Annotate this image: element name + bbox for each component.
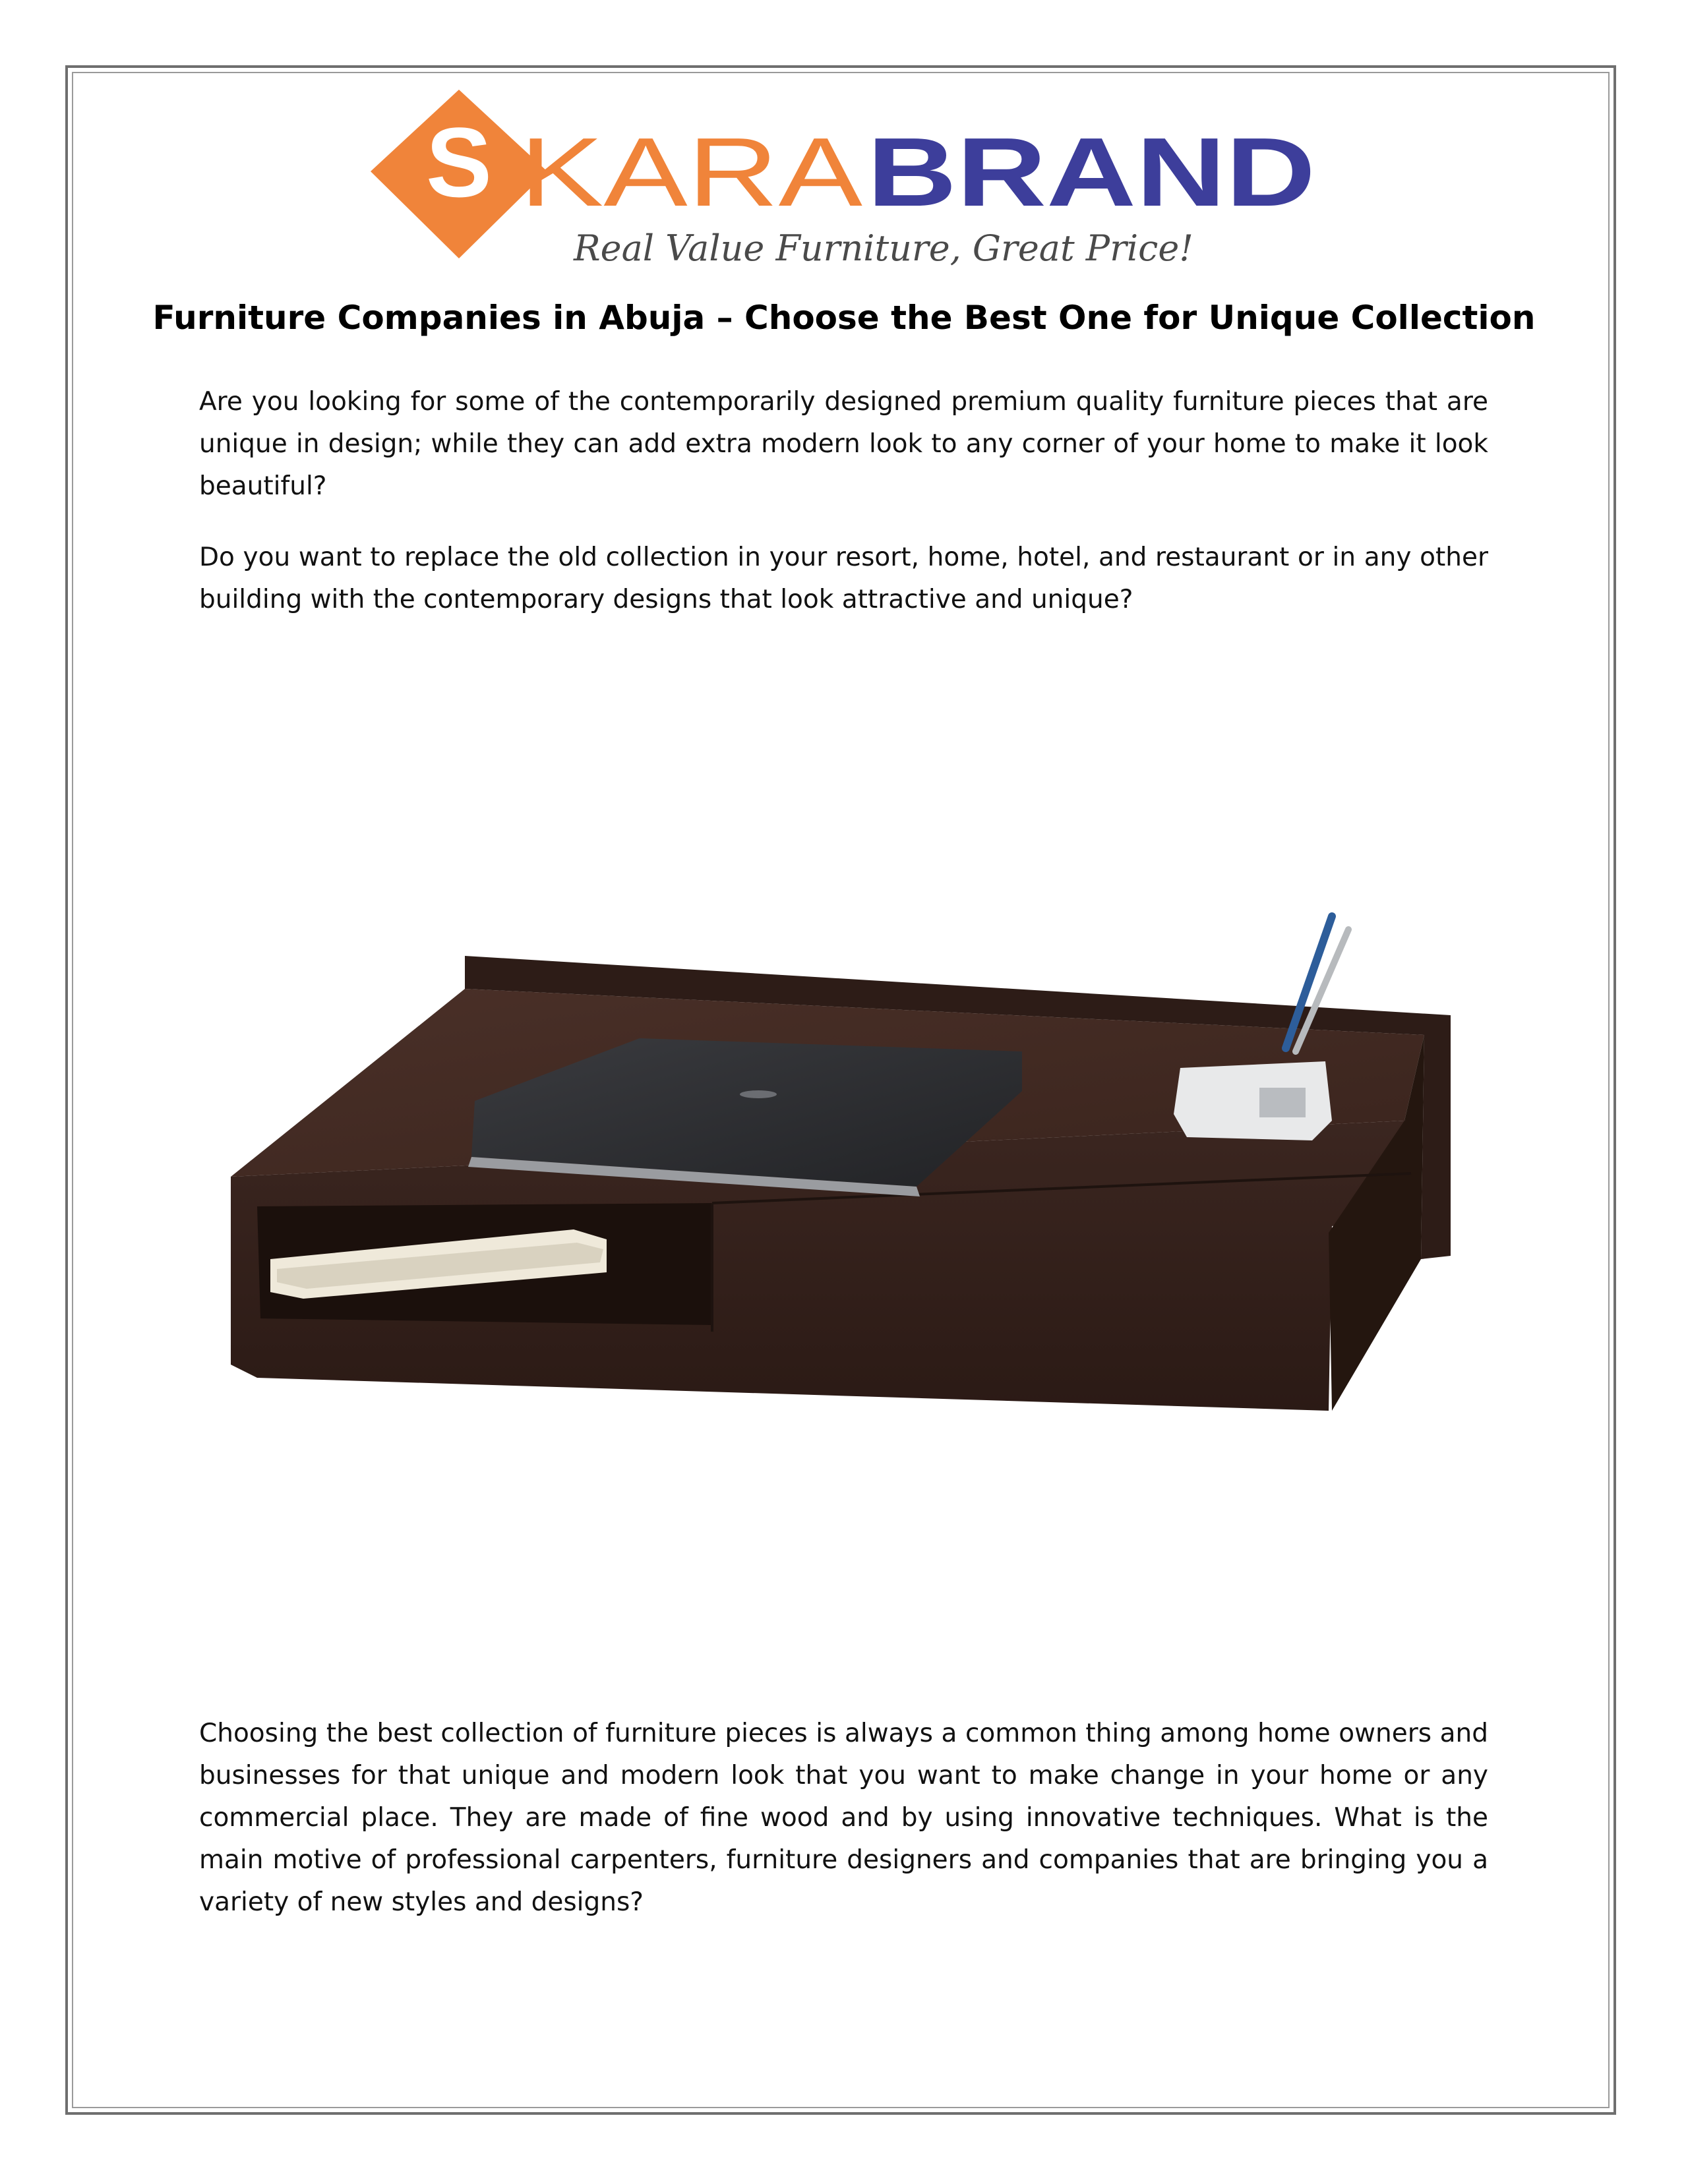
desk-image	[198, 903, 1490, 1431]
skarabrand-logo	[363, 86, 1325, 277]
logo-tagline: Real Value Furniture, Great Price!	[573, 227, 1193, 269]
logo-letter-s: S	[425, 107, 493, 218]
paragraph-question: Do you want to replace the old collection in your resort, home, hotel, and restaurant or in any other building with the contemporary designs that look attractive and unique?	[199, 543, 1488, 614]
paragraph-intro: Are you looking for some of the contemporarily designed premium quality furniture pieces that are unique in design; while they can add extra modern look to any corner of your home to make it look beautiful?	[199, 387, 1488, 501]
pen-holder	[1174, 1061, 1332, 1140]
logo-brand: BRAND	[867, 118, 1315, 227]
paragraph-body: Choosing the best collection of furniture pieces is always a common thing among home owners and businesses for that unique and modern look that you want to make change in your home or any commercial place. They are made of fine wood and by using innovative techniques. What is the main motive of professional carpenters, furniture designers and companies that are bringing you a variety of new styles and designs?	[199, 1719, 1488, 1917]
page-title: Furniture Companies in Abuja – Choose the Best One for Unique Collection	[152, 299, 1536, 337]
logo-kara: KARA	[520, 118, 863, 227]
